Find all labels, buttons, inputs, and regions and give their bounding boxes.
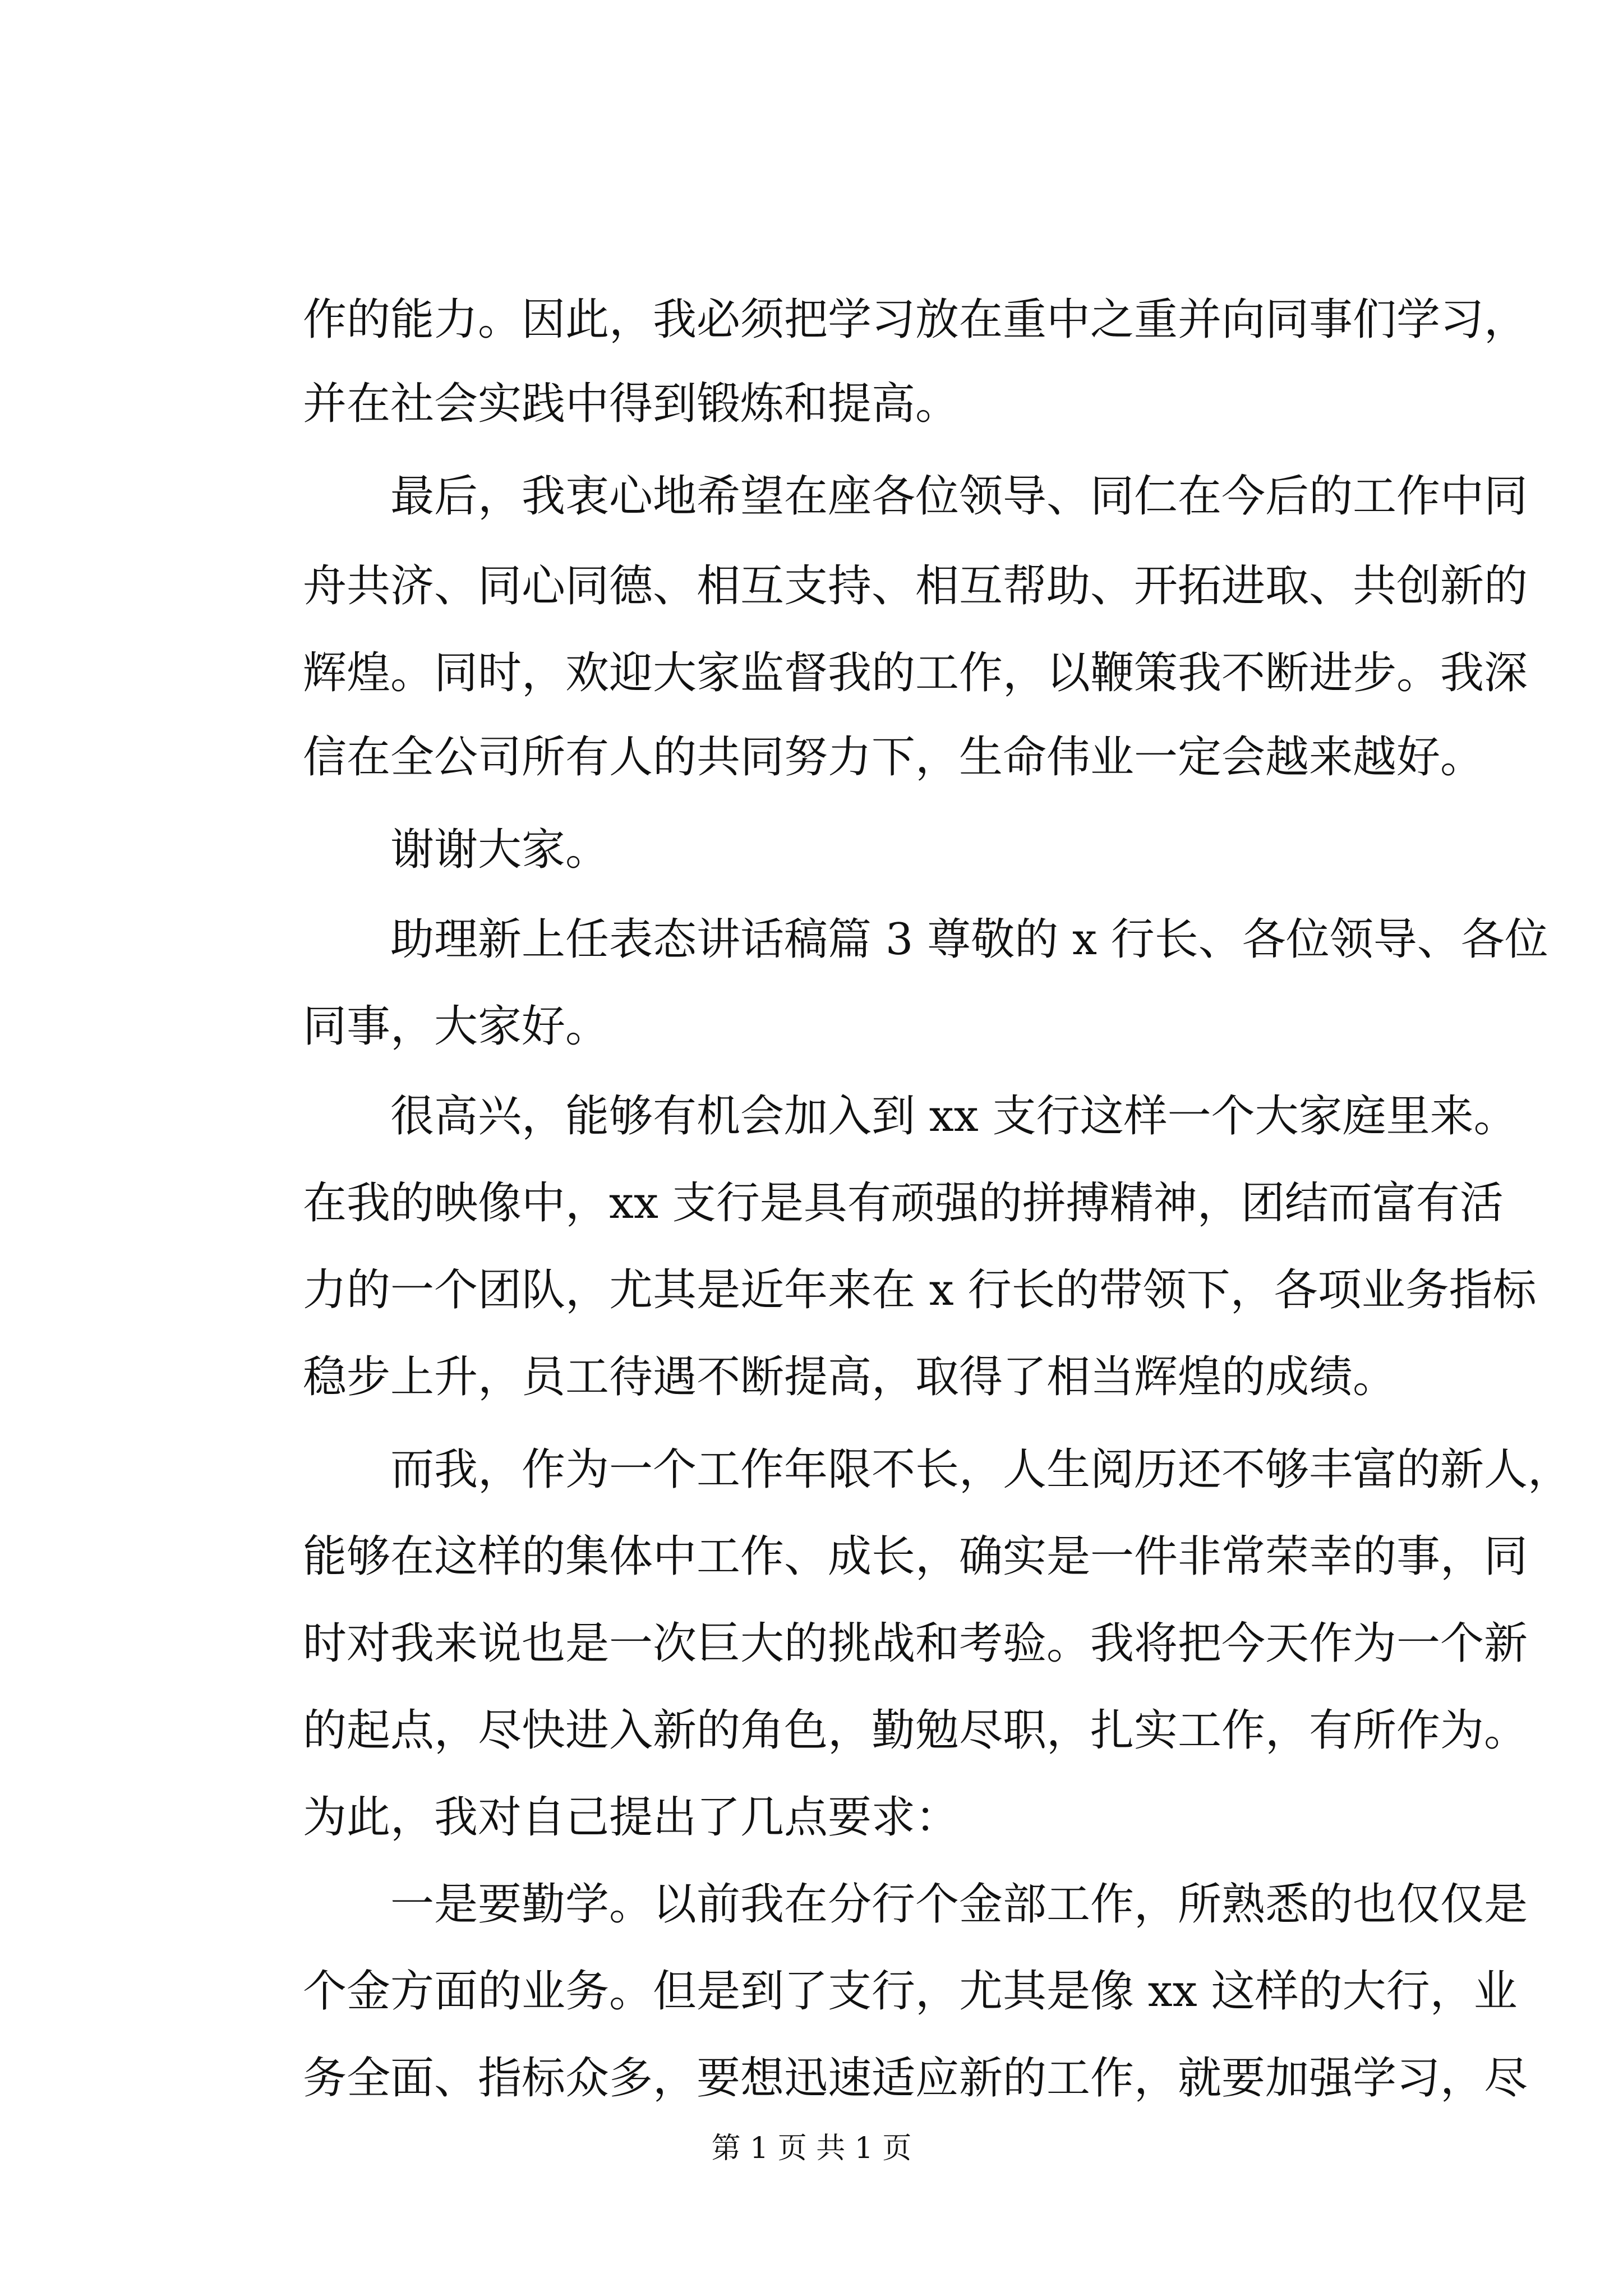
text-line: 助理新上任表态讲话稿篇 3 尊敬的 x 行长、各位领导、各位 (303, 914, 1548, 965)
text-line: 在我的映像中，xx 支行是具有顽强的拼搏精神，团结而富有活 (303, 1178, 1504, 1228)
text-line: 作的能力。因此，我必须把学习放在重中之重并向同事们学习， (303, 295, 1528, 345)
text-line: 一是要勤学。以前我在分行个金部工作，所熟悉的也仅仅是 (303, 1879, 1528, 1930)
text-line: 的起点，尽快进入新的角色，勤勉尽职，扎实工作，有所作为。 (303, 1705, 1528, 1756)
text-line: 很高兴，能够有机会加入到 xx 支行这样一个大家庭里来。 (303, 1091, 1518, 1142)
text-line: 个金方面的业务。但是到了支行，尤其是像 xx 这样的大行，业 (303, 1966, 1518, 2017)
text-line: 同事，大家好。 (303, 1001, 610, 1052)
text-line: 而我，作为一个工作年限不长，人生阅历还不够丰富的新人， (303, 1444, 1572, 1495)
text-line: 辉煌。同时，欢迎大家监督我的工作，以鞭策我不断进步。我深 (303, 648, 1528, 698)
text-line: 稳步上升，员工待遇不断提高，取得了相当辉煌的成绩。 (303, 1352, 1397, 1402)
text-line: 舟共济、同心同德、相互支持、相互帮助、开拓进取、共创新的 (303, 561, 1528, 611)
text-line: 信在全公司所有人的共同努力下，生命伟业一定会越来越好。 (303, 732, 1484, 783)
text-line: 能够在这样的集体中工作、成长，确实是一件非常荣幸的事，同 (303, 1531, 1528, 1582)
text-line: 时对我来说也是一次巨大的挑战和考验。我将把今天作为一个新 (303, 1618, 1528, 1669)
text-line: 谢谢大家。 (303, 825, 610, 875)
text-line: 为此，我对自己提出了几点要求： (303, 1792, 960, 1843)
text-line: 并在社会实践中得到锻炼和提高。 (303, 379, 960, 429)
text-line: 务全面、指标众多，要想迅速适应新的工作，就要加强学习，尽 (303, 2053, 1528, 2104)
text-line: 最后，我衷心地希望在座各位领导、同仁在今后的工作中同 (303, 471, 1528, 522)
page-footer: 第 1 页 共 1 页 (711, 2132, 912, 2165)
text-line: 力的一个团队，尤其是近年来在 x 行长的带领下，各项业务指标 (303, 1265, 1537, 1315)
